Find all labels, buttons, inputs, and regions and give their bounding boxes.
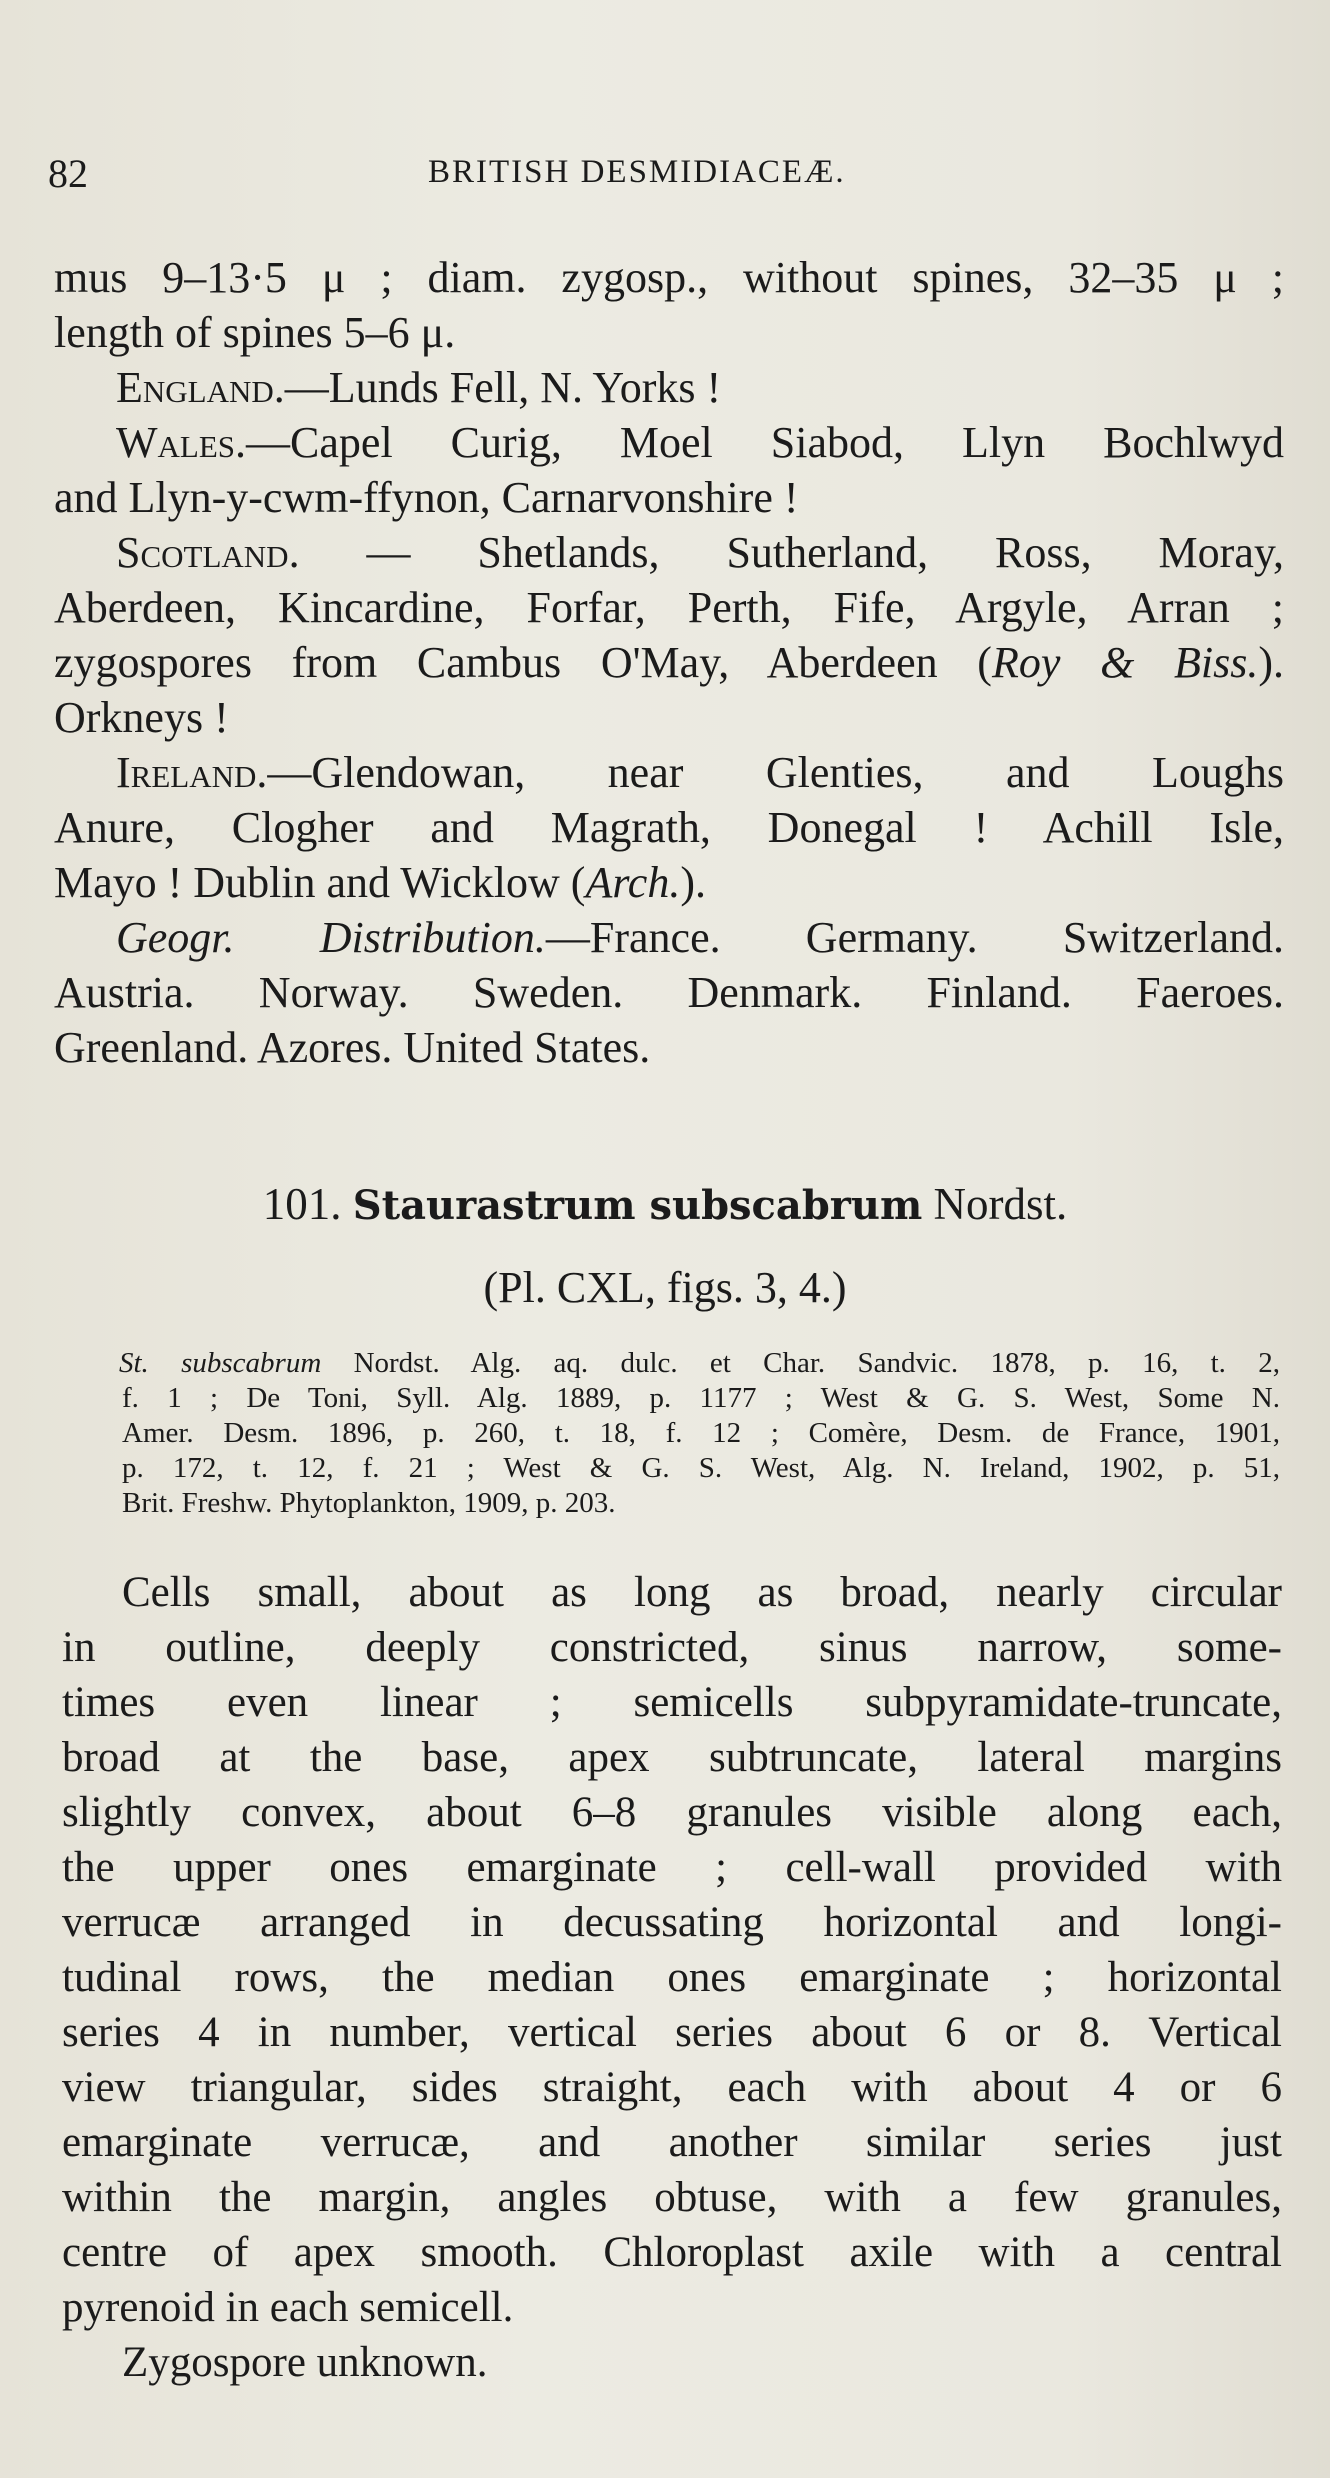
locality-england: England.—Lunds Fell, N. Yorks ! [116, 363, 722, 412]
locality-line: Aberdeen, Kincardine, Forfar, Perth, Fife, Argyle, Arran ; [54, 583, 1284, 632]
plate-reference: (Pl. CXL, figs. 3, 4.) [483, 1263, 847, 1312]
authority-citation: Roy & Biss. [991, 638, 1259, 687]
region-name: Ireland. [116, 748, 268, 797]
species-number: 101. [262, 1179, 342, 1229]
description-line: emarginate verrucæ, and another similar series just [62, 2119, 1282, 2166]
continuation-line: length of spines 5–6 μ. [54, 308, 456, 357]
locality-line: zygospores from Cambus O'May, Aberdeen (Roy & Biss.). [54, 638, 1285, 687]
locality-line: Orkneys ! [54, 693, 229, 742]
distribution-label: Geogr. Distribution. [116, 913, 546, 962]
description-line: slightly convex, about 6–8 granules visible along each, [62, 1789, 1282, 1836]
taxon-name: St. subscabrum [119, 1347, 322, 1379]
description-line: pyrenoid in each semicell. [62, 2284, 514, 2331]
description-line: broad at the base, apex subtruncate, lateral margins [62, 1734, 1282, 1781]
reference-line: Brit. Freshw. Phytoplankton, 1909, p. 203. [122, 1487, 616, 1519]
locality-wales: Wales.—Capel Curig, Moel Siabod, Llyn Bochlwyd [116, 418, 1284, 467]
description-line: view triangular, sides straight, each with about 4 or 6 [62, 2064, 1282, 2111]
species-description [62, 1565, 1282, 2390]
running-title: BRITISH DESMIDIACEÆ. [428, 154, 846, 190]
region-name: England. [116, 363, 285, 412]
distribution-line: Austria. Norway. Sweden. Denmark. Finland. Faeroes. [54, 968, 1284, 1017]
reference-line: Amer. Desm. 1896, p. 260, t. 18, f. 12 ; Comère, Desm. de France, 1901, [122, 1417, 1280, 1449]
locality-line: Anure, Clogher and Magrath, Donegal ! Achill Isle, [54, 803, 1284, 852]
region-name: Scotland. [116, 528, 300, 577]
description-line: in outline, deeply constricted, sinus narrow, some- [62, 1624, 1282, 1671]
distribution-section [54, 250, 1284, 1075]
locality-scotland: Scotland. — Shetlands, Sutherland, Ross, Moray, [116, 528, 1284, 577]
authority-citation: Arch. [585, 858, 681, 907]
locality-line: and Llyn-y-cwm-ffynon, Carnarvonshire ! [54, 473, 799, 522]
description-line: verrucæ arranged in decussating horizontal and longi- [62, 1899, 1282, 1946]
description-line: Cells small, about as long as broad, nearly circular [122, 1569, 1282, 1616]
synonymy-references [119, 1346, 1280, 1521]
locality-line: Mayo ! Dublin and Wicklow (Arch.). [54, 858, 706, 907]
reference-line: f. 1 ; De Toni, Syll. Alg. 1889, p. 1177 ; West & G. S. West, Some N. [122, 1382, 1280, 1414]
page-number: 82 [48, 151, 88, 196]
reference-line: p. 172, t. 12, f. 21 ; West & G. S. West, Alg. N. Ireland, 1902, p. 51, [122, 1452, 1280, 1484]
locality-ireland: Ireland.—Glendowan, near Glenties, and Loughs [116, 748, 1284, 797]
zygospore-note: Zygospore unknown. [122, 2339, 488, 2386]
region-name: Wales. [116, 418, 247, 467]
description-line: the upper ones emarginate ; cell-wall provided with [62, 1844, 1282, 1891]
continuation-line: mus 9–13·5 μ ; diam. zygosp., without spines, 32–35 μ ; [54, 253, 1284, 302]
geographic-distribution: Geogr. Distribution.—France. Germany. Switzerland. [116, 913, 1284, 962]
description-line: centre of apex smooth. Chloroplast axile with a central [62, 2229, 1282, 2276]
description-line: within the margin, angles obtuse, with a few granules, [62, 2174, 1282, 2221]
description-line: series 4 in number, vertical series about 6 or 8. Vertical [62, 2009, 1282, 2056]
reference-line: St. subscabrum Nordst. Alg. aq. dulc. et Char. Sandvic. 1878, p. 16, t. 2, [119, 1347, 1280, 1379]
page-header [48, 150, 1288, 200]
species-authority: Nordst. [933, 1179, 1068, 1229]
description-line: tudinal rows, the median ones emarginate ; horizontal [62, 1954, 1282, 2001]
species-name: Staurastrum subscabrum [352, 1182, 923, 1229]
species-heading [0, 1178, 1330, 1230]
description-line: times even linear ; semicells subpyramidate-truncate, [62, 1679, 1282, 1726]
distribution-line: Greenland. Azores. United States. [54, 1023, 651, 1072]
